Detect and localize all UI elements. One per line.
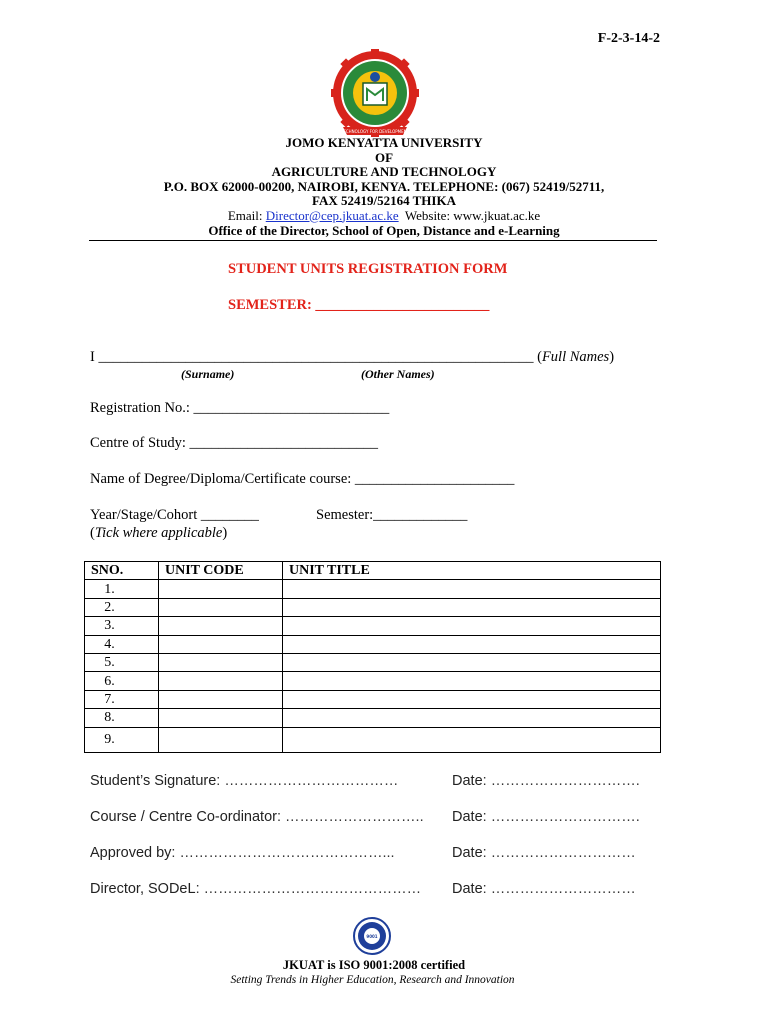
table-row [85, 617, 661, 635]
unit-title-cell[interactable] [283, 709, 661, 727]
other-names-label: (Other Names) [361, 367, 435, 381]
header-address: P.O. BOX 62000-00200, NAIROBI, KENYA. TELEPHONE: (067) 52419/52711, [163, 178, 605, 194]
full-names-label: Full Names [541, 349, 610, 365]
unit-code-cell[interactable] [159, 598, 283, 616]
signature-label: Approved by [90, 845, 172, 861]
svg-text:TECHNOLOGY FOR DEVELOPMENT: TECHNOLOGY FOR DEVELOPMENT [340, 129, 410, 134]
semester-field[interactable]: Semester:_____________ [316, 507, 468, 523]
date-dots[interactable]: : …………………………. [482, 809, 640, 825]
university-logo [329, 49, 421, 139]
form-title: STUDENT UNITS REGISTRATION FORM [228, 261, 508, 277]
unit-title-cell[interactable] [283, 580, 661, 598]
year-field[interactable]: Year/Stage/Cohort ________ [90, 507, 259, 523]
unit-title-cell[interactable] [283, 653, 661, 671]
registration-field[interactable]: Registration No.: ___________________________ [90, 400, 390, 416]
date-dots[interactable]: : ………………………… [482, 881, 636, 897]
full-names-open: ( [533, 349, 542, 365]
email-label: Email: [227, 207, 266, 223]
full-names-line[interactable]: I ____________________________________________________________ [90, 349, 534, 365]
coordinator-signature-field[interactable] [90, 809, 424, 825]
unit-title-cell[interactable] [283, 617, 661, 635]
table-row [85, 709, 661, 727]
semester-heading[interactable]: SEMESTER: ________________________ [228, 297, 490, 313]
header-office: Office of the Director, School of Open, Distance and e-Learning [208, 223, 560, 238]
date-dots[interactable]: : ………………………… [482, 845, 636, 861]
unit-code-cell[interactable] [159, 617, 283, 635]
table-row [85, 635, 661, 653]
director-signature-field[interactable] [90, 881, 421, 897]
header-of: OF [374, 149, 394, 165]
iso-badge-icon [353, 917, 391, 955]
tick-close: ) [222, 525, 228, 541]
sno-cell: 8. [85, 709, 159, 727]
signature-dots[interactable]: : ……………………………………… [195, 881, 422, 897]
signature-dots[interactable]: : ……………………………… [216, 773, 399, 789]
sno-cell: 3. [85, 617, 159, 635]
table-row [85, 580, 661, 598]
signature-label: Director, SODeL [90, 881, 196, 897]
units-table [84, 561, 661, 753]
unit-code-cell[interactable] [159, 672, 283, 690]
date-dots[interactable]: : …………………………. [482, 773, 640, 789]
unit-title-cell[interactable] [283, 690, 661, 708]
header-fax: FAX 52419/52164 THIKA [312, 193, 456, 208]
header-agri-tech: AGRICULTURE AND TECHNOLOGY [271, 164, 497, 179]
svg-text:9001: 9001 [366, 934, 378, 939]
director-signature-date[interactable] [452, 881, 636, 897]
sno-cell: 6. [85, 672, 159, 690]
header-university-name: JOMO KENYATTA UNIVERSITY [285, 135, 483, 150]
unit-title-cell[interactable] [283, 598, 661, 616]
unit-title-cell[interactable] [283, 635, 661, 653]
unit-code-cell[interactable] [159, 635, 283, 653]
unit-title-cell[interactable] [283, 727, 661, 752]
date-label: Date [452, 809, 483, 825]
tick-text: Tick where applicable [94, 525, 223, 541]
unit-code-header: UNIT CODE [159, 562, 283, 580]
header-contact [0, 209, 768, 224]
signature-label: Course / Centre Co-ordinator [90, 809, 277, 825]
approved-by-field[interactable] [90, 845, 395, 861]
unit-code-cell[interactable] [159, 580, 283, 598]
tick-note [90, 525, 227, 542]
signature-dots[interactable]: : ……………………………………... [171, 845, 395, 861]
unit-code-cell[interactable] [159, 653, 283, 671]
unit-title-cell[interactable] [283, 672, 661, 690]
iso-certified: JKUAT is ISO 9001:2008 certified [282, 958, 466, 972]
full-names-field[interactable] [90, 349, 614, 366]
unit-title-header: UNIT TITLE [283, 562, 661, 580]
sno-cell: 4. [85, 635, 159, 653]
sno-cell: 9. [85, 727, 159, 752]
table-row [85, 727, 661, 752]
sno-cell: 7. [85, 690, 159, 708]
signature-label: Student’s Signature [90, 773, 217, 789]
degree-field[interactable]: Name of Degree/Diploma/Certificate course: ______________________ [90, 471, 515, 487]
sno-header: SNO. [85, 562, 159, 580]
unit-code-cell[interactable] [159, 727, 283, 752]
sno-cell: 2. [85, 598, 159, 616]
date-label: Date [452, 773, 483, 789]
table-row [85, 672, 661, 690]
surname-label: (Surname) [181, 367, 235, 381]
table-row [85, 653, 661, 671]
date-label: Date [452, 845, 483, 861]
email-link[interactable]: Director@cep.jkuat.ac.ke [265, 207, 399, 223]
website-text: Website: www.jkuat.ac.ke [398, 207, 541, 223]
unit-code-cell[interactable] [159, 690, 283, 708]
units-table-header [85, 562, 661, 580]
sno-cell: 5. [85, 653, 159, 671]
motto: Setting Trends in Higher Education, Research and Innovation [230, 974, 515, 986]
student-signature-date[interactable] [452, 773, 640, 789]
coordinator-signature-date[interactable] [452, 809, 640, 825]
full-names-close: ) [609, 349, 615, 365]
table-row [85, 690, 661, 708]
approved-by-date[interactable] [452, 845, 636, 861]
signature-dots[interactable]: : ……………………….. [276, 809, 424, 825]
tick-open: ( [90, 525, 95, 541]
unit-code-cell[interactable] [159, 709, 283, 727]
student-signature-field[interactable] [90, 773, 398, 789]
date-label: Date [452, 881, 483, 897]
header-divider [89, 240, 657, 241]
centre-field[interactable]: Centre of Study: __________________________ [90, 435, 378, 451]
sno-cell: 1. [85, 580, 159, 598]
table-row [85, 598, 661, 616]
form-code: F-2-3-14-2 [597, 31, 660, 46]
